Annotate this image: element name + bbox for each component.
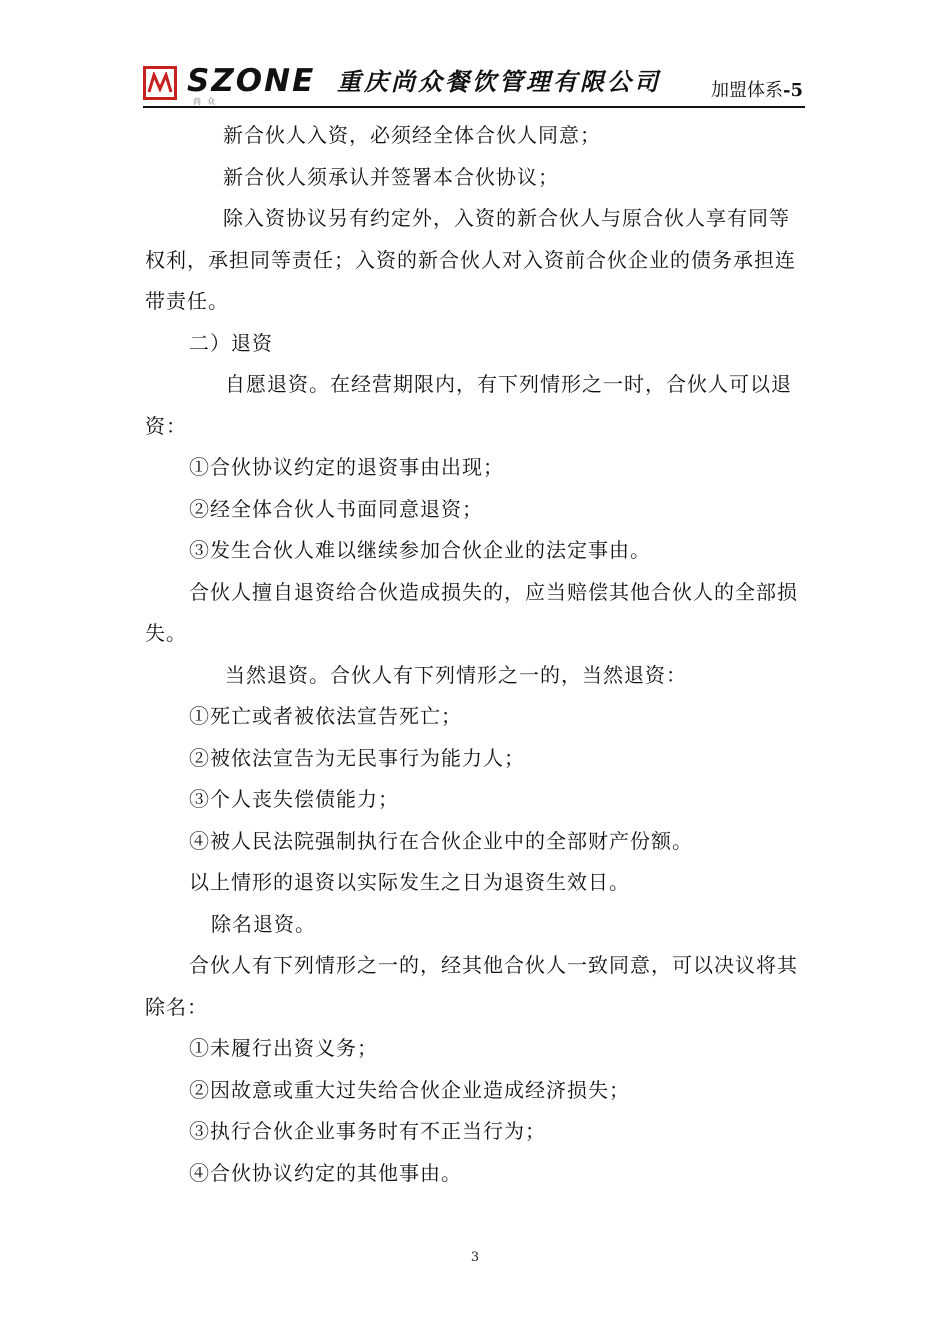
- list-item: ④合伙协议约定的其他事由。: [189, 1160, 462, 1185]
- list-item: ③个人丧失偿债能力；: [189, 787, 399, 811]
- list-item: ②被依法宣告为无民事行为能力人；: [189, 745, 525, 770]
- paragraph: 合伙人有下列情形之一的，经其他合伙人一致同意，可以决议将其除名：: [145, 953, 798, 1019]
- list-item: ③执行合伙企业事务时有不正当行为；: [189, 1119, 546, 1143]
- paragraph: 新合伙人须承认并签署本合伙协议；: [223, 164, 559, 189]
- list-item: ④被人民法院强制执行在合伙企业中的全部财产份额。: [189, 828, 693, 853]
- section-heading: 二）退资: [189, 330, 273, 355]
- paragraph: 除入资协议另有约定外，入资的新合伙人与原合伙人享有同等权利，承担同等责任；入资的新合伙人对入资前合伙企业的债务承担连带责任。: [145, 206, 796, 313]
- list-item: ①未履行出资义务；: [189, 1036, 378, 1060]
- list-item: ②经全体合伙人书面同意退资；: [189, 496, 483, 521]
- brand-name: SZONE: [187, 63, 316, 99]
- brand-subtitle: 尚众: [193, 97, 221, 106]
- company-name: 重庆尚众餐饮管理有限公司: [337, 68, 661, 96]
- section-number: -5: [783, 80, 803, 101]
- logo-mark-icon: [147, 72, 173, 94]
- section-prefix: 加盟体系: [711, 80, 783, 101]
- paragraph: 自愿退资。在经营期限内，有下列情形之一时，合伙人可以退资：: [145, 372, 792, 438]
- section-label: [711, 80, 803, 102]
- page-number: 3: [470, 1250, 480, 1265]
- list-item: ①合伙协议约定的退资事由出现；: [189, 455, 504, 479]
- paragraph: 合伙人擅自退资给合伙造成损失的，应当赔偿其他合伙人的全部损失。: [145, 579, 798, 645]
- paragraph: 除名退资。: [211, 911, 316, 936]
- page-header: [143, 62, 805, 106]
- header-rule: [143, 106, 805, 108]
- company-logo: [143, 66, 177, 100]
- paragraph: 以上情形的退资以实际发生之日为退资生效日。: [189, 870, 630, 894]
- paragraph: 新合伙人入资，必须经全体合伙人同意；: [223, 123, 601, 147]
- paragraph: 当然退资。合伙人有下列情形之一的，当然退资：: [225, 662, 687, 687]
- list-item: ①死亡或者被依法宣告死亡；: [189, 704, 462, 728]
- document-body: [145, 115, 810, 1194]
- list-item: ②因故意或重大过失给合伙企业造成经济损失；: [189, 1077, 630, 1102]
- list-item: ③发生合伙人难以继续参加合伙企业的法定事由。: [189, 538, 651, 562]
